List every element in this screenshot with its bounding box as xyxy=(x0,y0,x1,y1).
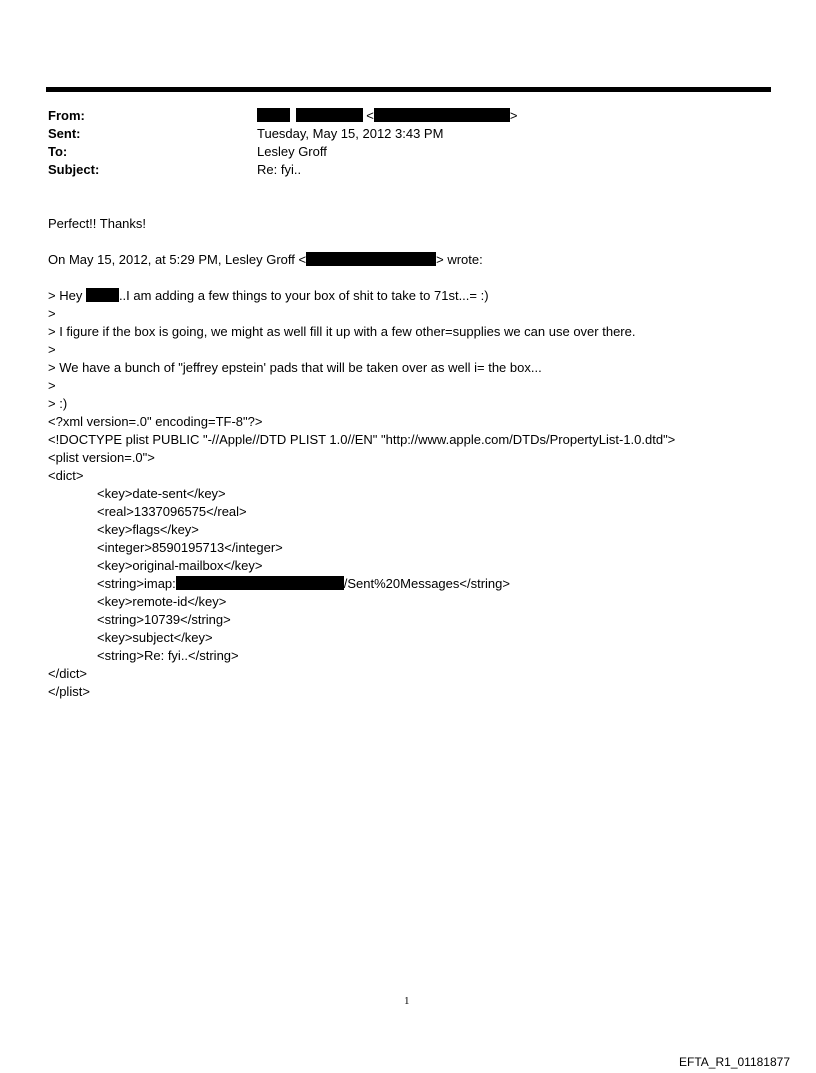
xml-line: <!DOCTYPE plist PUBLIC "-//Apple//DTD PLIST 1.0//EN" "http://www.apple.com/DTDs/PropertyList-1.0.dtd"> xyxy=(48,432,676,447)
quote-line: > xyxy=(48,378,56,393)
to-label: To: xyxy=(48,144,68,159)
quote-line: > I figure if the box is going, we might as well fill it up with a few other=supplies we can use over there. xyxy=(48,324,636,339)
redaction-bar xyxy=(296,108,363,122)
redaction-bar xyxy=(306,252,436,266)
xml-line: </dict> xyxy=(48,666,88,681)
wrote-prefix: On May 15, 2012, at 5:29 PM, Lesley Groff < xyxy=(48,252,307,267)
page-number: 1 xyxy=(404,995,410,1007)
quote-prefix: > Hey xyxy=(48,288,86,303)
sent-label: Sent: xyxy=(48,126,81,141)
redaction-bar xyxy=(176,576,344,590)
xml-line: <?xml version=.0" encoding=TF-8"?> xyxy=(48,414,263,429)
document-id: EFTA_R1_01181877 xyxy=(679,1055,790,1069)
quote-line: > xyxy=(48,306,56,321)
quote-line: > :) xyxy=(48,396,68,411)
xml-line: <string>10739</string> xyxy=(97,612,231,627)
sent-value: Tuesday, May 15, 2012 3:43 PM xyxy=(257,126,444,141)
redaction-bar xyxy=(374,108,510,122)
xml-line: <dict> xyxy=(48,468,84,483)
quote-line: > xyxy=(48,342,56,357)
redaction-bar xyxy=(86,288,119,302)
xml-line: <integer>8590195713</integer> xyxy=(97,540,283,555)
xml-line: <key>flags</key> xyxy=(97,522,199,537)
quote-line: > We have a bunch of "jeffrey epstein' pads that will be taken over as well i= the box... xyxy=(48,360,542,375)
xml-line: <key>original-mailbox</key> xyxy=(97,558,263,573)
from-gt: > xyxy=(509,108,518,123)
xml-line: <key>subject</key> xyxy=(97,630,213,645)
header-rule xyxy=(46,87,771,92)
xml-line xyxy=(97,575,510,593)
subject-value: Re: fyi.. xyxy=(257,162,302,177)
wrote-suffix: > wrote: xyxy=(436,252,483,267)
xml-prefix: <string>imap: xyxy=(97,576,176,591)
xml-line: <string>Re: fyi..</string> xyxy=(97,648,239,663)
redaction-bar xyxy=(257,108,290,122)
xml-line: <plist version=.0"> xyxy=(48,450,155,465)
to-value: Lesley Groff xyxy=(257,144,327,159)
quote-suffix: ..I am adding a few things to your box of shit to take to 71st...= :) xyxy=(118,288,489,303)
reply-text: Perfect!! Thanks! xyxy=(48,216,147,231)
xml-line: </plist> xyxy=(48,684,90,699)
xml-line: <key>date-sent</key> xyxy=(97,486,226,501)
from-lt: < xyxy=(366,108,374,123)
from-label: From: xyxy=(48,108,85,123)
xml-suffix: /Sent%20Messages</string> xyxy=(343,576,510,591)
xml-line: <real>1337096575</real> xyxy=(97,504,247,519)
wrote-line xyxy=(48,251,483,269)
from-value xyxy=(257,107,517,125)
subject-label: Subject: xyxy=(48,162,100,177)
xml-line: <key>remote-id</key> xyxy=(97,594,227,609)
quote-line xyxy=(48,287,489,305)
